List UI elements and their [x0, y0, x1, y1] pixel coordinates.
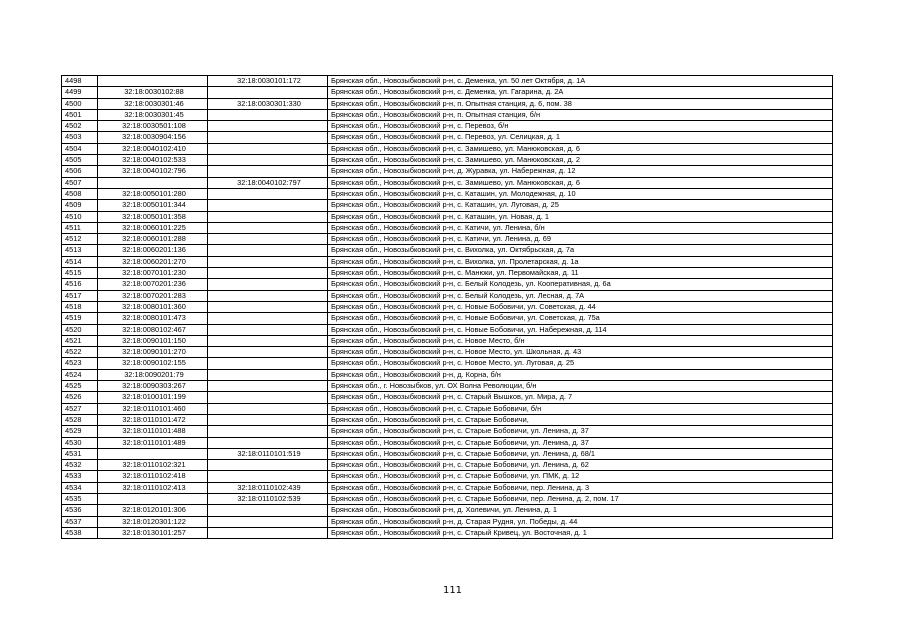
building-cadastral-number-cell — [208, 426, 328, 437]
table-row — [62, 437, 833, 448]
building-cadastral-number-cell: 32:18:0030301:330 — [208, 98, 328, 109]
building-cadastral-number-cell — [208, 268, 328, 279]
address-cell: Брянская обл., Новозыбковский р-н, с. Новое Место, б/н — [328, 335, 833, 346]
row-number-cell: 4513 — [62, 245, 98, 256]
table-row — [62, 166, 833, 177]
address-cell: Брянская обл., Новозыбковский р-н, с. Деменка, ул. 50 лет Октября, д. 1А — [328, 76, 833, 87]
table-row — [62, 527, 833, 538]
table-row — [62, 448, 833, 459]
row-number-cell: 4515 — [62, 268, 98, 279]
table-row — [62, 381, 833, 392]
cadastral-number-cell: 32:18:0060101:225 — [98, 222, 208, 233]
building-cadastral-number-cell: 32:18:0110102:439 — [208, 482, 328, 493]
table-row — [62, 222, 833, 233]
table-row — [62, 234, 833, 245]
address-cell: Брянская обл., Новозыбковский р-н, с. Белый Колодезь, ул. Кооперативная, д. 6а — [328, 279, 833, 290]
address-cell: Брянская обл., Новозыбковский р-н, д. Холевичи, ул. Ленина, д. 1 — [328, 505, 833, 516]
table-row — [62, 177, 833, 188]
row-number-cell: 4537 — [62, 516, 98, 527]
building-cadastral-number-cell — [208, 200, 328, 211]
cadastral-number-cell: 32:18:0040102:796 — [98, 166, 208, 177]
table-row — [62, 403, 833, 414]
table-row — [62, 98, 833, 109]
address-cell: Брянская обл., Новозыбковский р-н, с. Вихолка, ул. Пролетарская, д. 1а — [328, 256, 833, 267]
table-row — [62, 121, 833, 132]
table-row — [62, 347, 833, 358]
address-cell: Брянская обл., Новозыбковский р-н, с. Старые Бобовичи, ул. ПМК, д. 12 — [328, 471, 833, 482]
table-row — [62, 143, 833, 154]
row-number-cell: 4508 — [62, 188, 98, 199]
table-row — [62, 87, 833, 98]
cadastral-number-cell: 32:18:0060201:136 — [98, 245, 208, 256]
building-cadastral-number-cell — [208, 301, 328, 312]
row-number-cell: 4502 — [62, 121, 98, 132]
table-row — [62, 516, 833, 527]
building-cadastral-number-cell — [208, 335, 328, 346]
cadastral-number-cell: 32:18:0060201:270 — [98, 256, 208, 267]
row-number-cell: 4511 — [62, 222, 98, 233]
row-number-cell: 4516 — [62, 279, 98, 290]
cadastral-number-cell: 32:18:0110102:413 — [98, 482, 208, 493]
cadastral-number-cell: 32:18:0110101:488 — [98, 426, 208, 437]
building-cadastral-number-cell — [208, 222, 328, 233]
address-cell: Брянская обл., Новозыбковский р-н, с. Старые Бобовичи, пер. Ленина, д. 2, пом. 17 — [328, 493, 833, 504]
cadastral-number-cell: 32:18:0070201:236 — [98, 279, 208, 290]
building-cadastral-number-cell — [208, 166, 328, 177]
address-cell: Брянская обл., Новозыбковский р-н, с. Старые Бобовичи, б/н — [328, 403, 833, 414]
cadastral-number-cell: 32:18:0130101:257 — [98, 527, 208, 538]
table-row — [62, 358, 833, 369]
address-cell: Брянская обл., Новозыбковский р-н, д. Журавка, ул. Набережная, д. 12 — [328, 166, 833, 177]
cadastral-number-cell: 32:18:0120101:306 — [98, 505, 208, 516]
cadastral-number-cell: 32:18:0110101:460 — [98, 403, 208, 414]
address-cell: Брянская обл., Новозыбковский р-н, с. Старые Бобовичи, — [328, 414, 833, 425]
row-number-cell: 4504 — [62, 143, 98, 154]
address-cell: Брянская обл., Новозыбковский р-н, с. Старые Бобовичи, ул. Ленина, д. 37 — [328, 426, 833, 437]
row-number-cell: 4536 — [62, 505, 98, 516]
page-number: 111 — [442, 585, 463, 596]
cadastral-number-cell: 32:18:0070101:230 — [98, 268, 208, 279]
building-cadastral-number-cell: 32:18:0110102:539 — [208, 493, 328, 504]
row-number-cell: 4532 — [62, 460, 98, 471]
table-row — [62, 471, 833, 482]
address-cell: Брянская обл., г. Новозыбков, ул. ОХ Волна Революции, б/н — [328, 381, 833, 392]
address-cell: Брянская обл., Новозыбковский р-н, с. Замишево, ул. Манюковская, д. 6 — [328, 143, 833, 154]
cadastral-number-cell: 32:18:0030301:46 — [98, 98, 208, 109]
cadastral-number-cell — [98, 448, 208, 459]
address-cell: Брянская обл., Новозыбковский р-н, с. Старые Бобовичи, ул. Ленина, д. 37 — [328, 437, 833, 448]
table-row — [62, 211, 833, 222]
cadastral-number-cell: 32:18:0050101:344 — [98, 200, 208, 211]
row-number-cell: 4512 — [62, 234, 98, 245]
table-row — [62, 482, 833, 493]
building-cadastral-number-cell — [208, 290, 328, 301]
table-row — [62, 245, 833, 256]
cadastral-number-cell — [98, 76, 208, 87]
building-cadastral-number-cell — [208, 132, 328, 143]
table-row — [62, 301, 833, 312]
table-row — [62, 188, 833, 199]
row-number-cell: 4499 — [62, 87, 98, 98]
building-cadastral-number-cell — [208, 471, 328, 482]
building-cadastral-number-cell — [208, 324, 328, 335]
building-cadastral-number-cell — [208, 381, 328, 392]
row-number-cell: 4503 — [62, 132, 98, 143]
table-row — [62, 290, 833, 301]
address-cell: Брянская обл., Новозыбковский р-н, с. Катичи, ул. Ленина, д. 69 — [328, 234, 833, 245]
address-cell: Брянская обл., Новозыбковский р-н, с. Замишево, ул. Манюковская, д. 6 — [328, 177, 833, 188]
cadastral-number-cell: 32:18:0040102:410 — [98, 143, 208, 154]
building-cadastral-number-cell — [208, 369, 328, 380]
address-cell: Брянская обл., Новозыбковский р-н, с. Деменка, ул. Гагарина, д. 2А — [328, 87, 833, 98]
table-row — [62, 256, 833, 267]
row-number-cell: 4531 — [62, 448, 98, 459]
row-number-cell: 4530 — [62, 437, 98, 448]
cadastral-number-cell: 32:18:0080102:467 — [98, 324, 208, 335]
address-cell: Брянская обл., Новозыбковский р-н, д. Старая Рудня, ул. Победы, д. 44 — [328, 516, 833, 527]
address-cell: Брянская обл., Новозыбковский р-н, с. Каташин, ул. Новая, д. 1 — [328, 211, 833, 222]
address-cell: Брянская обл., Новозыбковский р-н, с. Новое Место, ул. Луговая, д. 25 — [328, 358, 833, 369]
building-cadastral-number-cell — [208, 313, 328, 324]
building-cadastral-number-cell — [208, 358, 328, 369]
cadastral-number-cell: 32:18:0090303:267 — [98, 381, 208, 392]
row-number-cell: 4523 — [62, 358, 98, 369]
address-cell: Брянская обл., Новозыбковский р-н, с. Старые Бобовичи, ул. Ленина, д. 68/1 — [328, 448, 833, 459]
building-cadastral-number-cell: 32:18:0110101:519 — [208, 448, 328, 459]
cadastral-number-cell: 32:18:0040102:533 — [98, 155, 208, 166]
building-cadastral-number-cell — [208, 155, 328, 166]
address-cell: Брянская обл., Новозыбковский р-н, с. Каташин, ул. Молодежная, д. 10 — [328, 188, 833, 199]
cadastral-number-cell: 32:18:0090102:155 — [98, 358, 208, 369]
table-row — [62, 324, 833, 335]
row-number-cell: 4522 — [62, 347, 98, 358]
table-row — [62, 369, 833, 380]
cadastral-number-cell: 32:18:0100101:199 — [98, 392, 208, 403]
address-cell: Брянская обл., Новозыбковский р-н, с. Замишево, ул. Манюковская, д. 2 — [328, 155, 833, 166]
cadastral-number-cell: 32:18:0060101:288 — [98, 234, 208, 245]
row-number-cell: 4514 — [62, 256, 98, 267]
row-number-cell: 4507 — [62, 177, 98, 188]
table-row — [62, 505, 833, 516]
row-number-cell: 4521 — [62, 335, 98, 346]
table-row — [62, 493, 833, 504]
building-cadastral-number-cell — [208, 109, 328, 120]
cadastral-number-cell: 32:18:0070201:283 — [98, 290, 208, 301]
table-row — [62, 76, 833, 87]
row-number-cell: 4505 — [62, 155, 98, 166]
cadastral-number-cell: 32:18:0030501:108 — [98, 121, 208, 132]
row-number-cell: 4526 — [62, 392, 98, 403]
address-cell: Брянская обл., Новозыбковский р-н, с. Перевоз, ул. Селицкая, д. 1 — [328, 132, 833, 143]
address-cell: Брянская обл., Новозыбковский р-н, п. Опытная станция, б/н — [328, 109, 833, 120]
address-cell: Брянская обл., Новозыбковский р-н, с. Вихолка, ул. Октябрьская, д. 7а — [328, 245, 833, 256]
cadastral-number-cell: 32:18:0030904:156 — [98, 132, 208, 143]
cadastral-number-cell: 32:18:0120301:122 — [98, 516, 208, 527]
cadastral-number-cell: 32:18:0050101:358 — [98, 211, 208, 222]
building-cadastral-number-cell — [208, 460, 328, 471]
row-number-cell: 4517 — [62, 290, 98, 301]
row-number-cell: 4520 — [62, 324, 98, 335]
address-cell: Брянская обл., Новозыбковский р-н, с. Белый Колодезь, ул. Лесная, д. 7А — [328, 290, 833, 301]
table-row — [62, 155, 833, 166]
row-number-cell: 4528 — [62, 414, 98, 425]
table-row — [62, 335, 833, 346]
building-cadastral-number-cell — [208, 143, 328, 154]
building-cadastral-number-cell — [208, 234, 328, 245]
address-cell: Брянская обл., Новозыбковский р-н, с. Новое Место, ул. Школьная, д. 43 — [328, 347, 833, 358]
table-row — [62, 200, 833, 211]
table-body — [62, 76, 833, 539]
address-cell: Брянская обл., Новозыбковский р-н, с. Старые Бобовичи, пер. Ленина, д. 3 — [328, 482, 833, 493]
building-cadastral-number-cell — [208, 527, 328, 538]
row-number-cell: 4527 — [62, 403, 98, 414]
row-number-cell: 4538 — [62, 527, 98, 538]
row-number-cell: 4534 — [62, 482, 98, 493]
cadastral-number-cell: 32:18:0110101:489 — [98, 437, 208, 448]
row-number-cell: 4524 — [62, 369, 98, 380]
building-cadastral-number-cell — [208, 256, 328, 267]
address-cell: Брянская обл., Новозыбковский р-н, с. Новые Бобовичи, ул. Советская, д. 44 — [328, 301, 833, 312]
building-cadastral-number-cell — [208, 516, 328, 527]
building-cadastral-number-cell — [208, 87, 328, 98]
address-cell: Брянская обл., Новозыбковский р-н, с. Каташин, ул. Луговая, д. 25 — [328, 200, 833, 211]
building-cadastral-number-cell — [208, 347, 328, 358]
building-cadastral-number-cell — [208, 211, 328, 222]
address-cell: Брянская обл., Новозыбковский р-н, п. Опытная станция, д. 6, пом. 38 — [328, 98, 833, 109]
row-number-cell: 4533 — [62, 471, 98, 482]
address-cell: Брянская обл., Новозыбковский р-н, с. Катичи, ул. Ленина, б/н — [328, 222, 833, 233]
building-cadastral-number-cell — [208, 245, 328, 256]
address-cell: Брянская обл., Новозыбковский р-н, с. Новые Бобовичи, ул. Советская, д. 75а — [328, 313, 833, 324]
row-number-cell: 4525 — [62, 381, 98, 392]
cadastral-number-cell: 32:18:0090101:270 — [98, 347, 208, 358]
building-cadastral-number-cell — [208, 505, 328, 516]
address-cell: Брянская обл., Новозыбковский р-н, с. Старый Вышков, ул. Мира, д. 7 — [328, 392, 833, 403]
cadastral-number-cell: 32:18:0050101:280 — [98, 188, 208, 199]
row-number-cell: 4510 — [62, 211, 98, 222]
building-cadastral-number-cell — [208, 279, 328, 290]
row-number-cell: 4501 — [62, 109, 98, 120]
address-cell: Брянская обл., Новозыбковский р-н, с. Старый Кривец, ул. Восточная, д. 1 — [328, 527, 833, 538]
address-cell: Брянская обл., Новозыбковский р-н, д. Корна, б/н — [328, 369, 833, 380]
building-cadastral-number-cell — [208, 403, 328, 414]
building-cadastral-number-cell: 32:18:0030101:172 — [208, 76, 328, 87]
cadastral-number-cell — [98, 493, 208, 504]
address-cell: Брянская обл., Новозыбковский р-н, с. Перевоз, б/н — [328, 121, 833, 132]
row-number-cell: 4509 — [62, 200, 98, 211]
building-cadastral-number-cell: 32:18:0040102:797 — [208, 177, 328, 188]
cadastral-number-cell: 32:18:0110102:321 — [98, 460, 208, 471]
table-row — [62, 268, 833, 279]
cadastral-number-cell: 32:18:0110101:472 — [98, 414, 208, 425]
cadastral-number-cell: 32:18:0090201:79 — [98, 369, 208, 380]
cadastral-number-cell: 32:18:0090101:150 — [98, 335, 208, 346]
table-row — [62, 392, 833, 403]
cadastral-number-cell: 32:18:0110102:418 — [98, 471, 208, 482]
row-number-cell: 4518 — [62, 301, 98, 312]
table-row — [62, 132, 833, 143]
building-cadastral-number-cell — [208, 188, 328, 199]
row-number-cell: 4535 — [62, 493, 98, 504]
row-number-cell: 4529 — [62, 426, 98, 437]
row-number-cell: 4500 — [62, 98, 98, 109]
address-cell: Брянская обл., Новозыбковский р-н, с. Новые Бобовичи, ул. Набережная, д. 114 — [328, 324, 833, 335]
building-cadastral-number-cell — [208, 392, 328, 403]
table-row — [62, 109, 833, 120]
property-register-table — [61, 75, 833, 539]
address-cell: Брянская обл., Новозыбковский р-н, с. Старые Бобовичи, ул. Ленина, д. 62 — [328, 460, 833, 471]
cadastral-number-cell: 32:18:0080101:360 — [98, 301, 208, 312]
address-cell: Брянская обл., Новозыбковский р-н, с. Манюки, ул. Первомайская, д. 11 — [328, 268, 833, 279]
table-row — [62, 279, 833, 290]
cadastral-number-cell — [98, 177, 208, 188]
table-row — [62, 460, 833, 471]
cadastral-number-cell: 32:18:0080101:473 — [98, 313, 208, 324]
row-number-cell: 4506 — [62, 166, 98, 177]
cadastral-number-cell: 32:18:0030301:45 — [98, 109, 208, 120]
building-cadastral-number-cell — [208, 121, 328, 132]
row-number-cell: 4519 — [62, 313, 98, 324]
building-cadastral-number-cell — [208, 437, 328, 448]
table-row — [62, 414, 833, 425]
cadastral-number-cell: 32:18:0030102:88 — [98, 87, 208, 98]
table-row — [62, 313, 833, 324]
row-number-cell: 4498 — [62, 76, 98, 87]
table-row — [62, 426, 833, 437]
building-cadastral-number-cell — [208, 414, 328, 425]
